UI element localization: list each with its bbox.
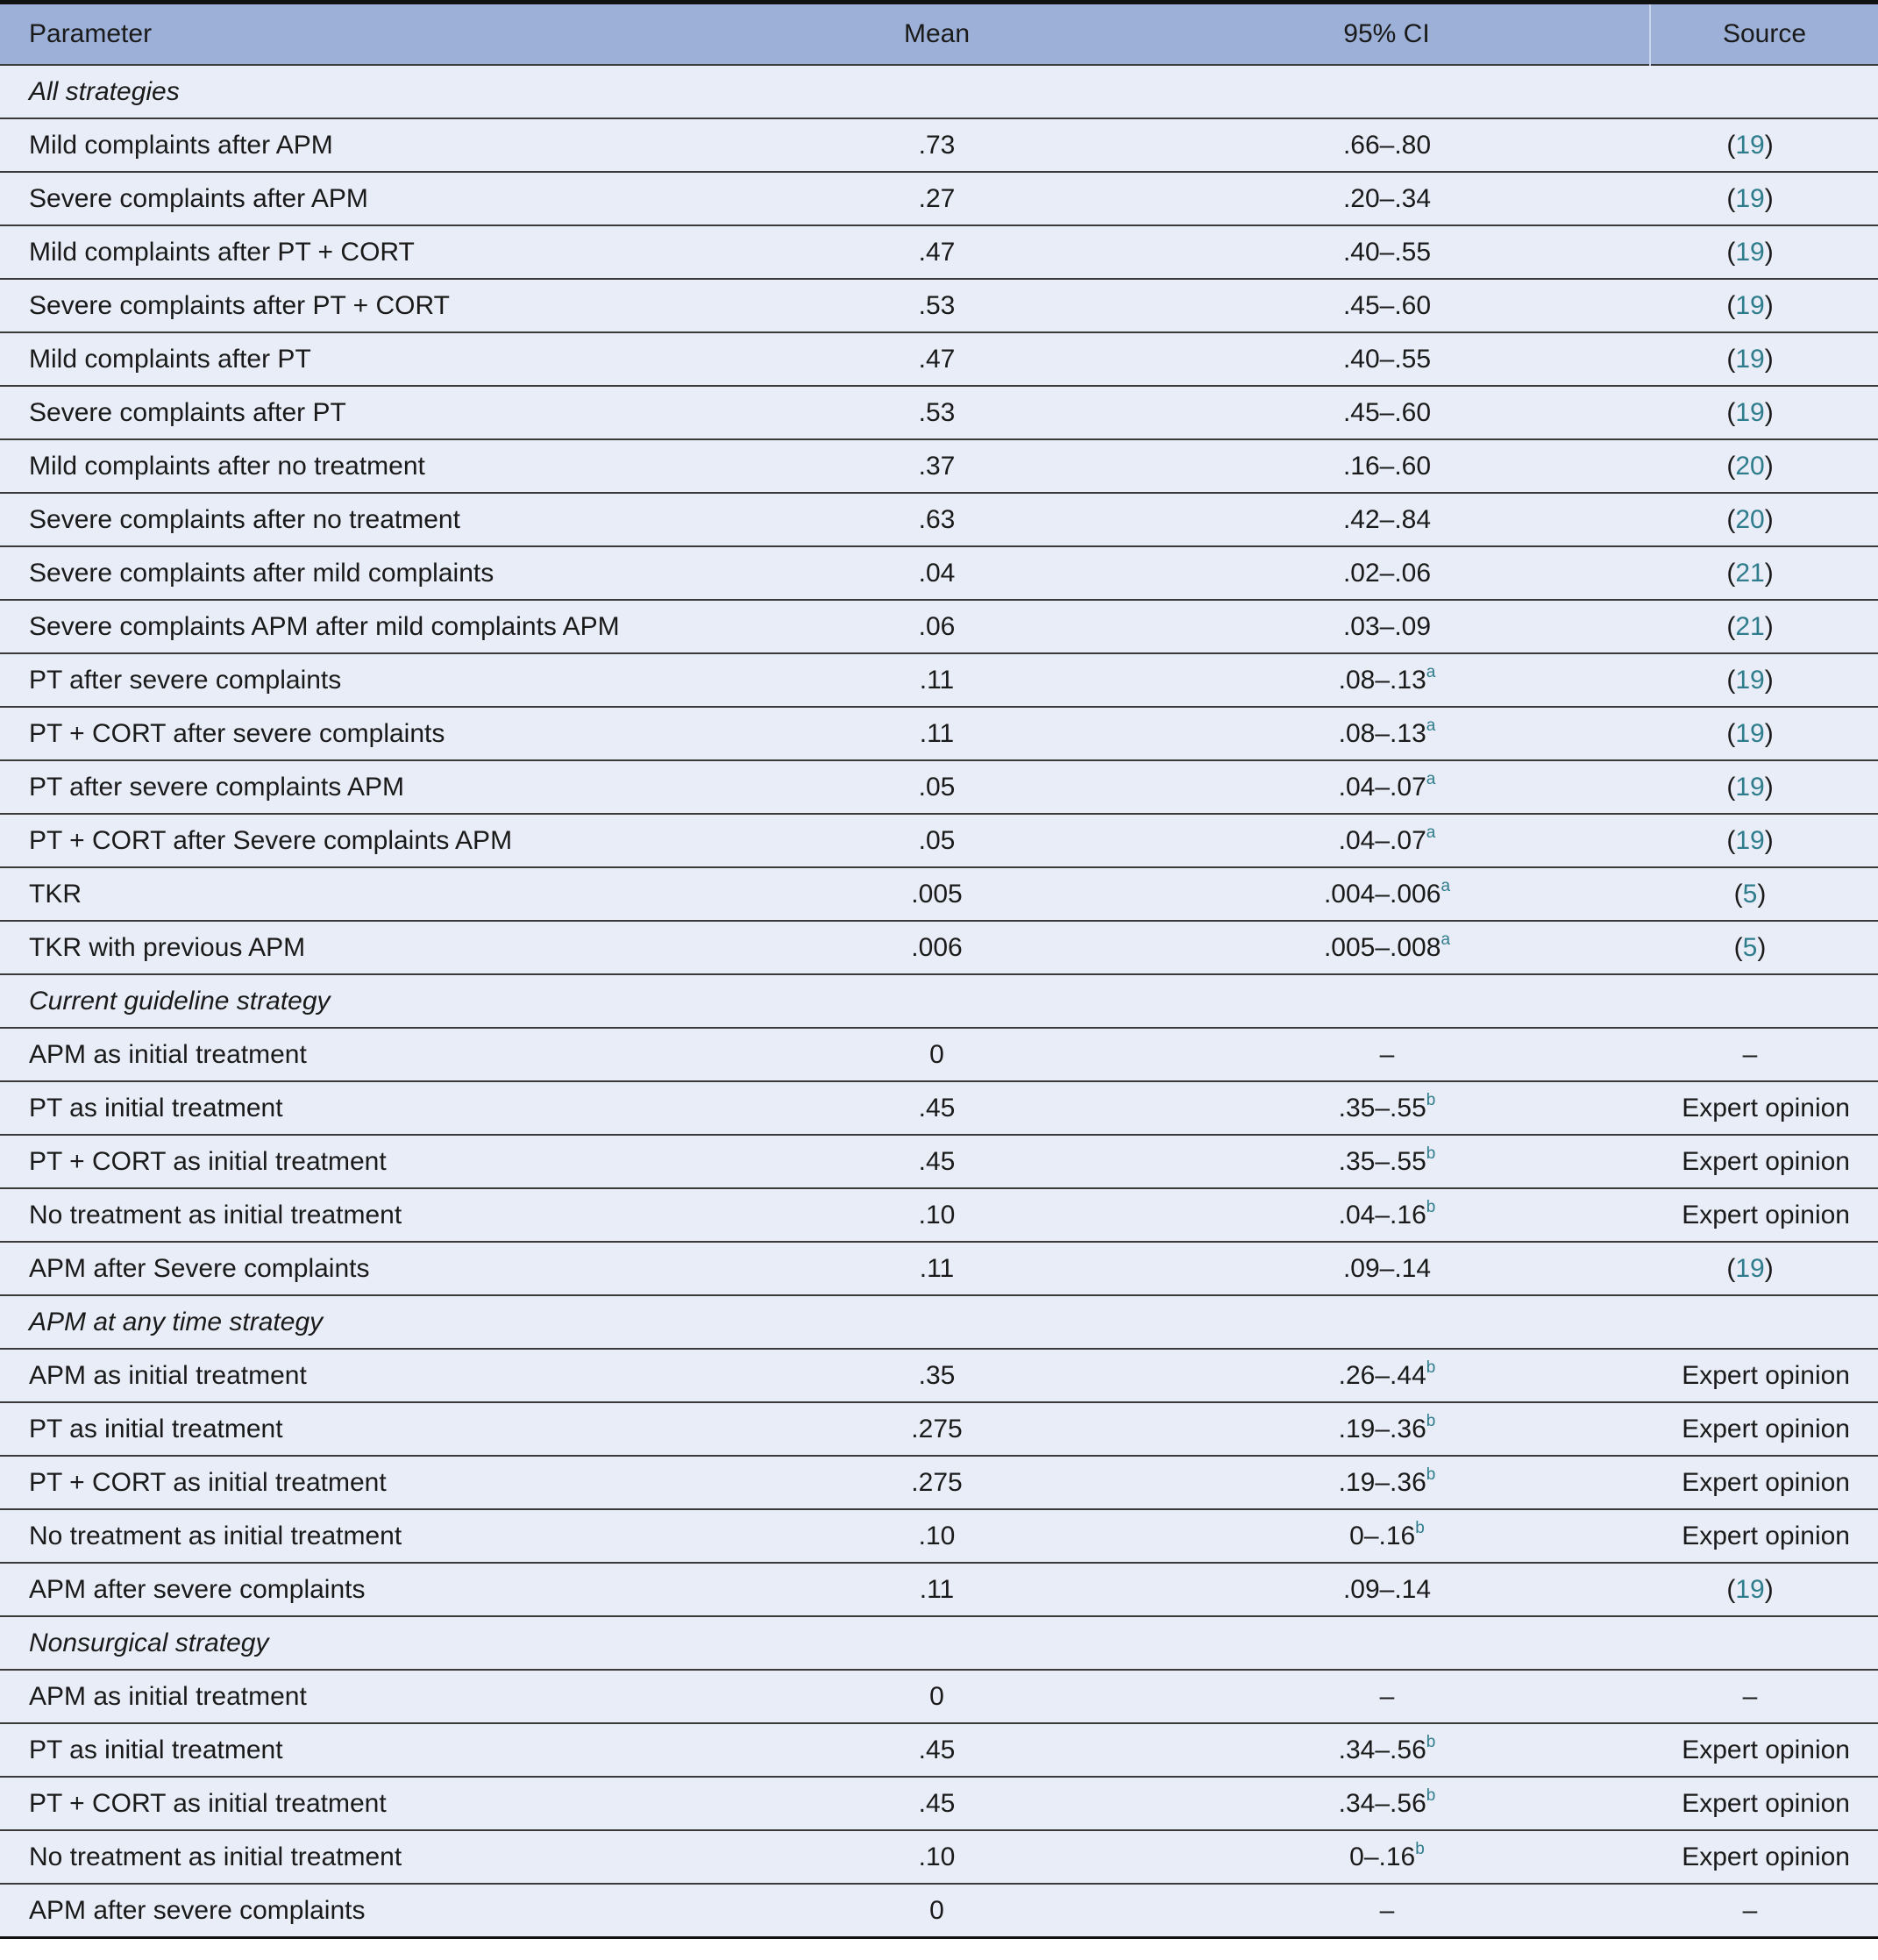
ci-cell bbox=[1124, 1028, 1650, 1081]
section-label: Current guideline strategy bbox=[0, 974, 1878, 1028]
ci-cell bbox=[1124, 546, 1650, 600]
ci-cell bbox=[1124, 1670, 1650, 1723]
source-reference-link[interactable]: 19 bbox=[1735, 344, 1765, 374]
parameter-cell: No treatment as initial treatment bbox=[0, 1509, 750, 1563]
mean-cell: .275 bbox=[750, 1402, 1124, 1456]
parameter-cell: PT + CORT as initial treatment bbox=[0, 1456, 750, 1509]
ci-value: – bbox=[1379, 1681, 1395, 1711]
source-cell: (21) bbox=[1650, 600, 1878, 653]
source-cell: (19) bbox=[1650, 118, 1878, 172]
ci-value: .005–.008 bbox=[1323, 933, 1441, 962]
ci-cell bbox=[1124, 118, 1650, 172]
parameter-cell: APM as initial treatment bbox=[0, 1349, 750, 1402]
ci-cell bbox=[1124, 493, 1650, 546]
section-label: All strategies bbox=[0, 65, 1878, 118]
mean-cell: 0 bbox=[750, 1028, 1124, 1081]
source-cell: Expert opinion bbox=[1650, 1349, 1878, 1402]
table-row bbox=[0, 1402, 1878, 1456]
mean-cell: .10 bbox=[750, 1188, 1124, 1242]
table-row bbox=[0, 653, 1878, 707]
ci-value: .02–.06 bbox=[1342, 558, 1432, 588]
parameter-cell: Mild complaints after PT + CORT bbox=[0, 225, 750, 279]
column-header-ci: 95% CI bbox=[1124, 3, 1650, 66]
parameter-cell: Severe complaints after mild complaints bbox=[0, 546, 750, 600]
ci-cell bbox=[1124, 1135, 1650, 1188]
table-row bbox=[0, 1081, 1878, 1135]
ci-cell bbox=[1124, 386, 1650, 439]
ci-value: .09–.14 bbox=[1342, 1253, 1432, 1283]
parameter-cell: No treatment as initial treatment bbox=[0, 1830, 750, 1884]
ci-cell bbox=[1124, 653, 1650, 707]
ci-value: – bbox=[1379, 1895, 1395, 1925]
table-row bbox=[0, 867, 1878, 921]
parameter-cell: APM after severe complaints bbox=[0, 1884, 750, 1938]
ci-cell bbox=[1124, 1723, 1650, 1777]
source-reference-link[interactable]: 19 bbox=[1735, 772, 1765, 802]
section-header-row bbox=[0, 65, 1878, 118]
mean-cell: .11 bbox=[750, 1242, 1124, 1295]
ci-cell bbox=[1124, 172, 1650, 225]
source-reference-link[interactable]: 19 bbox=[1735, 237, 1765, 267]
source-reference-link[interactable]: 19 bbox=[1735, 130, 1765, 160]
ci-value: .40–.55 bbox=[1342, 344, 1432, 374]
ci-value: .04–.16 bbox=[1338, 1201, 1426, 1229]
source-cell: (19) bbox=[1650, 1563, 1878, 1616]
source-reference-link[interactable]: 19 bbox=[1735, 718, 1765, 748]
source-reference-link[interactable]: 21 bbox=[1735, 558, 1765, 588]
mean-cell: .11 bbox=[750, 1563, 1124, 1616]
ci-cell bbox=[1124, 1188, 1650, 1242]
table-row bbox=[0, 1884, 1878, 1938]
mean-cell: .04 bbox=[750, 546, 1124, 600]
source-cell: – bbox=[1650, 1884, 1878, 1938]
source-cell: (19) bbox=[1650, 172, 1878, 225]
ci-value: 0–.16 bbox=[1349, 1522, 1416, 1550]
ci-value: 0–.16 bbox=[1349, 1842, 1416, 1871]
table-row bbox=[0, 225, 1878, 279]
mean-cell: .05 bbox=[750, 814, 1124, 867]
mean-cell: .45 bbox=[750, 1777, 1124, 1830]
source-cell: (19) bbox=[1650, 653, 1878, 707]
ci-cell bbox=[1124, 921, 1650, 974]
source-reference-link[interactable]: 20 bbox=[1735, 451, 1765, 481]
ci-footnote-marker[interactable]: a bbox=[1441, 930, 1451, 949]
mean-cell: .27 bbox=[750, 172, 1124, 225]
source-reference-link[interactable]: 5 bbox=[1742, 932, 1758, 962]
table-row bbox=[0, 600, 1878, 653]
parameter-cell: TKR with previous APM bbox=[0, 921, 750, 974]
section-header-row bbox=[0, 1616, 1878, 1670]
source-cell: (19) bbox=[1650, 760, 1878, 814]
mean-cell: .10 bbox=[750, 1509, 1124, 1563]
ci-cell bbox=[1124, 600, 1650, 653]
parameter-cell: PT as initial treatment bbox=[0, 1402, 750, 1456]
parameter-cell: PT after severe complaints bbox=[0, 653, 750, 707]
parameter-cell: Mild complaints after no treatment bbox=[0, 439, 750, 493]
parameter-cell: TKR bbox=[0, 867, 750, 921]
source-reference-link[interactable]: 19 bbox=[1735, 665, 1765, 695]
mean-cell: .53 bbox=[750, 386, 1124, 439]
source-cell: (19) bbox=[1650, 225, 1878, 279]
table-row bbox=[0, 1830, 1878, 1884]
section-label: APM at any time strategy bbox=[0, 1295, 1878, 1349]
source-cell: Expert opinion bbox=[1650, 1081, 1878, 1135]
table-row bbox=[0, 332, 1878, 386]
mean-cell: .45 bbox=[750, 1135, 1124, 1188]
ci-cell bbox=[1124, 1349, 1650, 1402]
ci-value: .04–.07 bbox=[1338, 826, 1426, 855]
parameter-cell: Mild complaints after PT bbox=[0, 332, 750, 386]
ci-value: .34–.56 bbox=[1338, 1735, 1426, 1764]
source-cell: (20) bbox=[1650, 439, 1878, 493]
source-reference-link[interactable]: 19 bbox=[1735, 290, 1765, 320]
table-row bbox=[0, 1563, 1878, 1616]
table-row bbox=[0, 760, 1878, 814]
table-header bbox=[0, 3, 1878, 66]
ci-value: .40–.55 bbox=[1342, 237, 1432, 267]
table-row bbox=[0, 1509, 1878, 1563]
ci-footnote-marker[interactable]: a bbox=[1426, 716, 1436, 735]
ci-cell bbox=[1124, 1777, 1650, 1830]
ci-cell bbox=[1124, 1563, 1650, 1616]
source-cell: – bbox=[1650, 1028, 1878, 1081]
source-reference-link[interactable]: 21 bbox=[1735, 611, 1765, 641]
source-cell: (5) bbox=[1650, 921, 1878, 974]
source-reference-link[interactable]: 20 bbox=[1735, 504, 1765, 534]
source-cell: Expert opinion bbox=[1650, 1777, 1878, 1830]
ci-value: .35–.55 bbox=[1338, 1147, 1426, 1176]
table-row bbox=[0, 1777, 1878, 1830]
source-cell: (20) bbox=[1650, 493, 1878, 546]
source-cell: Expert opinion bbox=[1650, 1456, 1878, 1509]
source-cell: (19) bbox=[1650, 707, 1878, 760]
parameter-cell: PT + CORT as initial treatment bbox=[0, 1777, 750, 1830]
ci-footnote-marker[interactable]: a bbox=[1441, 877, 1451, 895]
parameter-cell: Severe complaints after APM bbox=[0, 172, 750, 225]
table-row bbox=[0, 439, 1878, 493]
parameter-cell: PT + CORT after Severe complaints APM bbox=[0, 814, 750, 867]
source-reference-link[interactable]: 5 bbox=[1742, 879, 1758, 909]
mean-cell: .11 bbox=[750, 707, 1124, 760]
mean-cell: .73 bbox=[750, 118, 1124, 172]
ci-footnote-marker[interactable]: b bbox=[1415, 1840, 1425, 1858]
parameter-cell: No treatment as initial treatment bbox=[0, 1188, 750, 1242]
source-cell: Expert opinion bbox=[1650, 1188, 1878, 1242]
ci-value: .19–.36 bbox=[1338, 1415, 1426, 1443]
parameter-cell: PT + CORT after severe complaints bbox=[0, 707, 750, 760]
source-cell: Expert opinion bbox=[1650, 1402, 1878, 1456]
parameter-cell: PT + CORT as initial treatment bbox=[0, 1135, 750, 1188]
ci-footnote-marker[interactable]: b bbox=[1426, 1358, 1436, 1377]
ci-value: .04–.07 bbox=[1338, 773, 1426, 802]
ci-cell bbox=[1124, 707, 1650, 760]
table-row bbox=[0, 172, 1878, 225]
ci-footnote-marker[interactable]: a bbox=[1426, 663, 1436, 681]
parameter-cell: PT as initial treatment bbox=[0, 1081, 750, 1135]
source-cell: (19) bbox=[1650, 279, 1878, 332]
source-cell: Expert opinion bbox=[1650, 1509, 1878, 1563]
parameter-cell: APM as initial treatment bbox=[0, 1670, 750, 1723]
source-cell: (19) bbox=[1650, 814, 1878, 867]
mean-cell: .47 bbox=[750, 332, 1124, 386]
ci-cell bbox=[1124, 332, 1650, 386]
source-cell: (5) bbox=[1650, 867, 1878, 921]
parameter-cell: PT as initial treatment bbox=[0, 1723, 750, 1777]
table-row bbox=[0, 1028, 1878, 1081]
source-cell: – bbox=[1650, 1670, 1878, 1723]
ci-value: .19–.36 bbox=[1338, 1468, 1426, 1497]
ci-value: .26–.44 bbox=[1338, 1361, 1426, 1390]
ci-footnote-marker[interactable]: b bbox=[1426, 1786, 1436, 1805]
ci-value: .16–.60 bbox=[1342, 451, 1432, 481]
ci-value: .09–.14 bbox=[1342, 1574, 1432, 1604]
mean-cell: .45 bbox=[750, 1723, 1124, 1777]
ci-footnote-marker[interactable]: b bbox=[1426, 1198, 1436, 1216]
table-row bbox=[0, 1242, 1878, 1295]
ci-cell bbox=[1124, 867, 1650, 921]
ci-cell bbox=[1124, 1402, 1650, 1456]
source-cell: Expert opinion bbox=[1650, 1723, 1878, 1777]
ci-value: .20–.34 bbox=[1342, 183, 1432, 213]
table-row bbox=[0, 1135, 1878, 1188]
source-reference-link[interactable]: 19 bbox=[1735, 1253, 1765, 1283]
table-row bbox=[0, 921, 1878, 974]
table-row bbox=[0, 1188, 1878, 1242]
table-row bbox=[0, 1349, 1878, 1402]
table-row bbox=[0, 1456, 1878, 1509]
table-row bbox=[0, 546, 1878, 600]
ci-footnote-marker[interactable]: b bbox=[1426, 1465, 1436, 1484]
ci-value: .004–.006 bbox=[1323, 880, 1441, 909]
source-cell: (21) bbox=[1650, 546, 1878, 600]
source-reference-link[interactable]: 19 bbox=[1735, 1574, 1765, 1604]
ci-cell bbox=[1124, 1242, 1650, 1295]
mean-cell: .45 bbox=[750, 1081, 1124, 1135]
ci-value: .08–.13 bbox=[1338, 719, 1426, 748]
table-body bbox=[0, 65, 1878, 1938]
ci-value: – bbox=[1379, 1039, 1395, 1069]
mean-cell: .37 bbox=[750, 439, 1124, 493]
table-row bbox=[0, 1723, 1878, 1777]
column-header-source: Source bbox=[1650, 3, 1878, 66]
section-header-row bbox=[0, 1295, 1878, 1349]
ci-cell bbox=[1124, 814, 1650, 867]
parameter-cell: Mild complaints after APM bbox=[0, 118, 750, 172]
source-reference-link[interactable]: 19 bbox=[1735, 397, 1765, 427]
mean-cell: .06 bbox=[750, 600, 1124, 653]
section-header-row bbox=[0, 974, 1878, 1028]
source-cell: (19) bbox=[1650, 1242, 1878, 1295]
header-row bbox=[0, 3, 1878, 66]
ci-cell bbox=[1124, 1456, 1650, 1509]
column-header-mean: Mean bbox=[750, 3, 1124, 66]
ci-value: .42–.84 bbox=[1342, 504, 1432, 534]
ci-value: .03–.09 bbox=[1342, 611, 1432, 641]
mean-cell: .63 bbox=[750, 493, 1124, 546]
source-cell: Expert opinion bbox=[1650, 1830, 1878, 1884]
parameter-cell: APM as initial treatment bbox=[0, 1028, 750, 1081]
parameter-cell: APM after Severe complaints bbox=[0, 1242, 750, 1295]
table-row bbox=[0, 814, 1878, 867]
mean-cell: .05 bbox=[750, 760, 1124, 814]
parameter-cell: Severe complaints APM after mild complaints APM bbox=[0, 600, 750, 653]
ci-cell bbox=[1124, 225, 1650, 279]
ci-footnote-marker[interactable]: b bbox=[1426, 1733, 1436, 1751]
ci-value: .66–.80 bbox=[1342, 130, 1432, 160]
parameter-cell: APM after severe complaints bbox=[0, 1563, 750, 1616]
ci-footnote-marker[interactable]: a bbox=[1426, 770, 1436, 788]
parameter-cell: Severe complaints after PT bbox=[0, 386, 750, 439]
source-reference-link[interactable]: 19 bbox=[1735, 183, 1765, 213]
ci-value: .34–.56 bbox=[1338, 1789, 1426, 1818]
mean-cell: .11 bbox=[750, 653, 1124, 707]
ci-cell bbox=[1124, 760, 1650, 814]
ci-cell bbox=[1124, 1884, 1650, 1938]
mean-cell: .47 bbox=[750, 225, 1124, 279]
table-row bbox=[0, 279, 1878, 332]
mean-cell: 0 bbox=[750, 1670, 1124, 1723]
ci-value: .08–.13 bbox=[1338, 666, 1426, 695]
mean-cell: .35 bbox=[750, 1349, 1124, 1402]
section-label: Nonsurgical strategy bbox=[0, 1616, 1878, 1670]
parameter-cell: Severe complaints after PT + CORT bbox=[0, 279, 750, 332]
source-reference-link[interactable]: 19 bbox=[1735, 825, 1765, 855]
ci-cell bbox=[1124, 439, 1650, 493]
mean-cell: .10 bbox=[750, 1830, 1124, 1884]
parameter-cell: PT after severe complaints APM bbox=[0, 760, 750, 814]
ci-value: .35–.55 bbox=[1338, 1094, 1426, 1123]
ci-footnote-marker[interactable]: b bbox=[1426, 1091, 1436, 1109]
table-row bbox=[0, 386, 1878, 439]
parameter-cell: Severe complaints after no treatment bbox=[0, 493, 750, 546]
ci-cell bbox=[1124, 1830, 1650, 1884]
mean-cell: .005 bbox=[750, 867, 1124, 921]
ci-value: .45–.60 bbox=[1342, 290, 1432, 320]
ci-footnote-marker[interactable]: b bbox=[1415, 1519, 1425, 1537]
table-row bbox=[0, 1670, 1878, 1723]
table-row bbox=[0, 493, 1878, 546]
ci-value: .45–.60 bbox=[1342, 397, 1432, 427]
table-row bbox=[0, 707, 1878, 760]
ci-footnote-marker[interactable]: b bbox=[1426, 1144, 1436, 1163]
source-cell: (19) bbox=[1650, 386, 1878, 439]
source-cell: Expert opinion bbox=[1650, 1135, 1878, 1188]
column-header-parameter: Parameter bbox=[0, 3, 750, 66]
ci-footnote-marker[interactable]: a bbox=[1426, 823, 1436, 842]
mean-cell: .53 bbox=[750, 279, 1124, 332]
mean-cell: .275 bbox=[750, 1456, 1124, 1509]
ci-cell bbox=[1124, 1509, 1650, 1563]
source-cell: (19) bbox=[1650, 332, 1878, 386]
ci-footnote-marker[interactable]: b bbox=[1426, 1412, 1436, 1430]
mean-cell: 0 bbox=[750, 1884, 1124, 1938]
table-row bbox=[0, 118, 1878, 172]
ci-cell bbox=[1124, 279, 1650, 332]
mean-cell: .006 bbox=[750, 921, 1124, 974]
ci-cell bbox=[1124, 1081, 1650, 1135]
